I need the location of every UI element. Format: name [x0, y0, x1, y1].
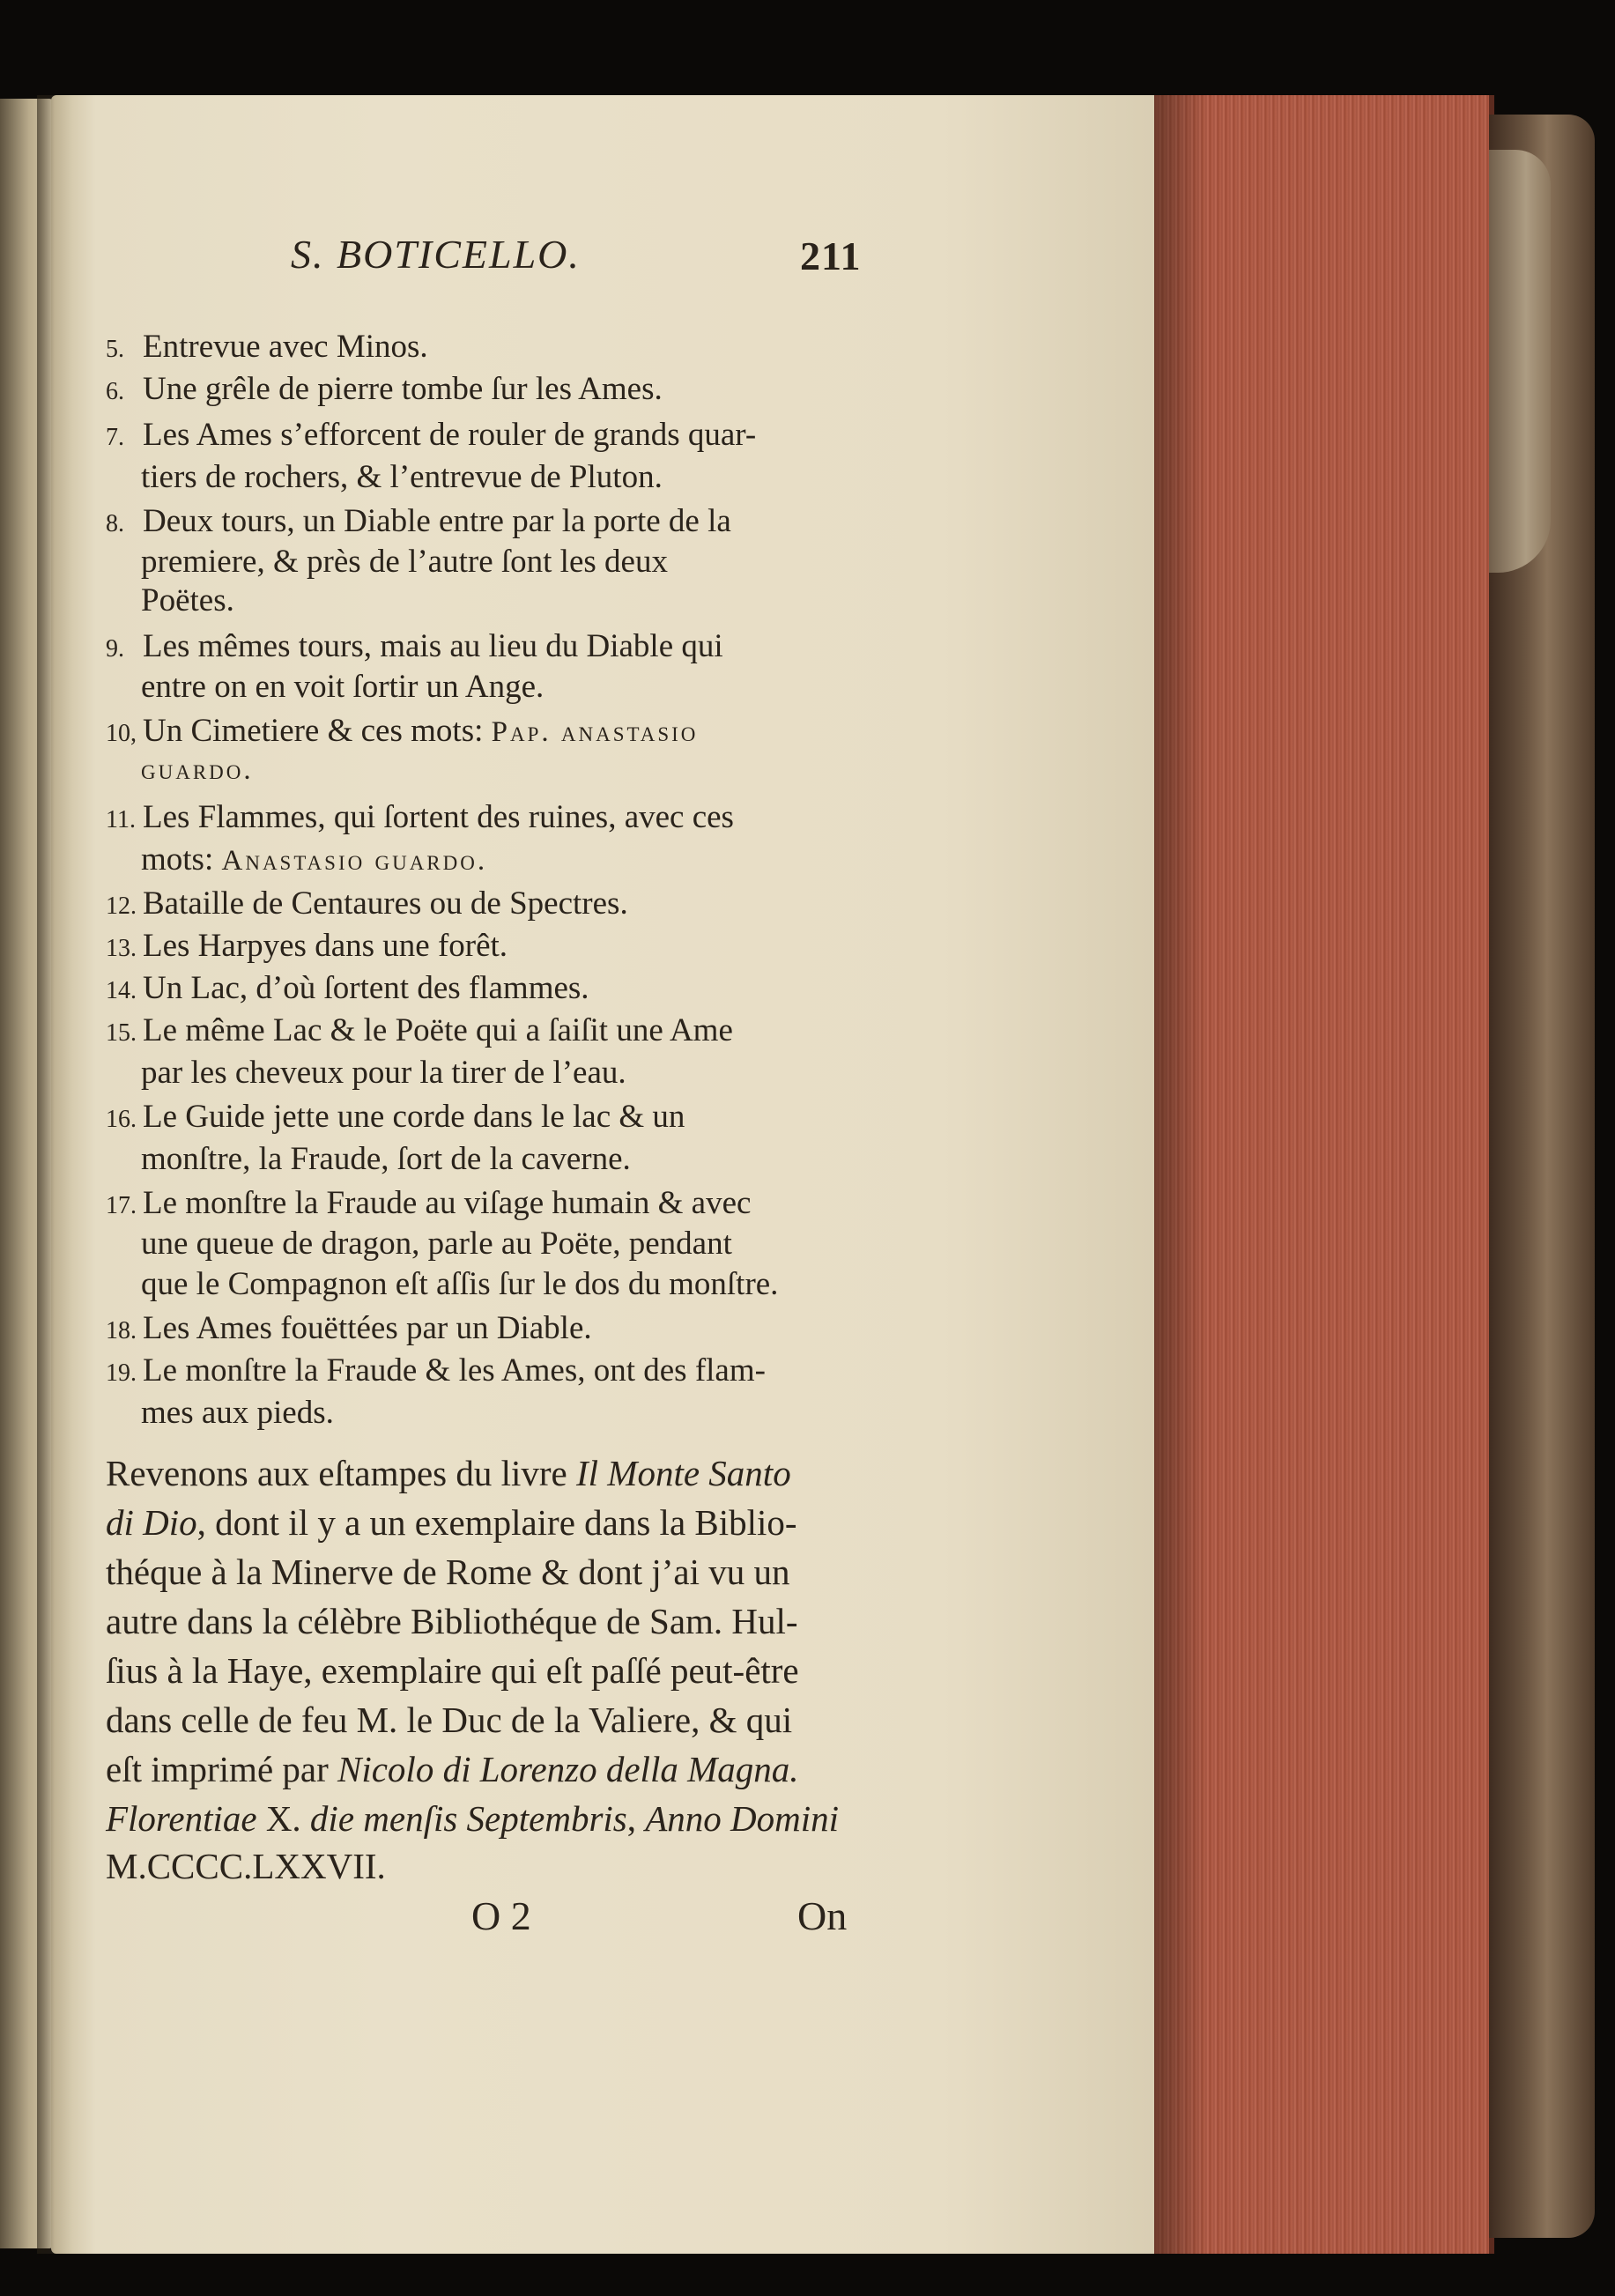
item-number: 13.	[106, 935, 137, 962]
item-continuation: mes aux pieds.	[141, 1395, 334, 1431]
item-text: Bataille de Centaures ou de Spectres.	[143, 885, 628, 922]
paragraph-line	[106, 1748, 799, 1790]
list-item	[106, 712, 698, 750]
item-continuation	[141, 841, 487, 878]
item-text: Une grêle de pierre tombe ſur les Ames.	[143, 371, 663, 407]
list-item	[106, 969, 589, 1007]
list-item	[106, 370, 663, 408]
gutter-shadow	[37, 95, 72, 2254]
item-text: Les Ames fouëttées par un Diable.	[143, 1310, 592, 1346]
item-text: Le Guide jette une corde dans le lac & un	[143, 1099, 685, 1135]
list-item	[106, 416, 756, 454]
signature-mark: O 2	[471, 1893, 531, 1938]
small-caps-text: Pap. anastasio	[491, 716, 699, 748]
item-text: Les Harpyes dans une forêt.	[143, 928, 508, 964]
list-item	[106, 1098, 685, 1136]
item-text: Un Cimetiere & ces mots:	[143, 713, 492, 749]
item-text: Le même Lac & le Poëte qui a ſaiſit une Ame	[143, 1012, 733, 1048]
paragraph-text: eſt imprimé par	[106, 1749, 337, 1789]
printer-name: Nicolo di Lorenzo della Magna.	[337, 1749, 799, 1789]
list-item	[106, 1352, 766, 1389]
book-title: di Dio	[106, 1502, 197, 1543]
item-number: 14.	[106, 977, 137, 1004]
paragraph-text: Revenons aux eſtampes du livre	[106, 1453, 577, 1493]
item-number: 6.	[106, 378, 124, 405]
item-continuation: une queue de dragon, parle au Poëte, pendant	[141, 1226, 732, 1262]
item-number: 16.	[106, 1106, 137, 1133]
item-continuation: tiers de rochers, & l’entrevue de Pluton.	[141, 459, 663, 495]
paragraph-line	[106, 1797, 839, 1840]
item-number: 11.	[106, 806, 136, 833]
paragraph-line: théque à la Minerve de Rome & dont j’ai vu un	[106, 1552, 790, 1592]
page-number: 211	[800, 233, 862, 278]
item-number: 10,	[106, 720, 137, 747]
item-continuation: entre on en voit ſortir un Ange.	[141, 669, 545, 705]
item-number: 15.	[106, 1019, 137, 1047]
paragraph-text: ,	[626, 1798, 646, 1839]
paragraph-text: , dont il y a un exemplaire dans la Biblio-	[196, 1502, 797, 1543]
list-item	[106, 502, 731, 540]
item-number: 5.	[106, 336, 124, 363]
item-continuation: par les cheveux pour la tirer de l’eau.	[141, 1055, 626, 1091]
running-header: S. BOTICELLO.	[291, 232, 581, 277]
paragraph-text: X.	[256, 1798, 310, 1839]
item-text: Un Lac, d’où ſortent des flammes.	[143, 970, 589, 1006]
list-item	[106, 927, 507, 965]
item-text: Le monſtre la Fraude & les Ames, ont des flam-	[143, 1352, 766, 1389]
item-number: 18.	[106, 1317, 137, 1344]
list-item	[106, 328, 428, 366]
item-number: 7.	[106, 424, 124, 451]
item-number: 9.	[106, 635, 124, 663]
item-number: 12.	[106, 892, 137, 920]
imprint-text: die menſis Septembris	[309, 1798, 627, 1839]
list-item	[106, 798, 734, 836]
item-text: Le monſtre la Fraude au viſage humain & avec	[143, 1185, 752, 1221]
item-number: 17.	[106, 1192, 137, 1219]
item-text: mots:	[141, 841, 222, 878]
item-number: 8.	[106, 510, 124, 537]
item-continuation: que le Compagnon eſt aſſis ſur le dos du monſtre.	[141, 1266, 779, 1302]
catchword: On	[797, 1893, 848, 1938]
item-continuation: monſtre, la Fraude, ſort de la caverne.	[141, 1141, 631, 1177]
paragraph-line: dans celle de feu M. le Duc de la Valiere, & qui	[106, 1700, 793, 1740]
book-title: Il Monte Santo	[576, 1453, 791, 1493]
imprint-text: Florentiae	[106, 1798, 257, 1839]
item-continuation: Poëtes.	[141, 582, 234, 618]
paragraph-line	[106, 1501, 797, 1544]
list-item	[106, 627, 723, 665]
item-continuation: premiere, & près de l’autre ſont les deux	[141, 544, 668, 580]
item-text: Les Flammes, qui ſortent des ruines, avec ces	[143, 799, 734, 835]
item-text: Les mêmes tours, mais au lieu du Diable qui	[143, 628, 723, 664]
paragraph-line	[106, 1452, 791, 1494]
page-block-shadow	[1154, 95, 1207, 2254]
item-continuation: guardo.	[141, 754, 254, 786]
paragraph-line: autre dans la célèbre Bibliothéque de Sam. Hul-	[106, 1601, 798, 1641]
list-item	[106, 885, 628, 922]
item-number: 19.	[106, 1359, 137, 1387]
paragraph-line: ſius à la Haye, exemplaire qui eſt paſſé peut-être	[106, 1650, 799, 1691]
small-caps-text: Anastasio guardo.	[221, 845, 488, 877]
item-text: Deux tours, un Diable entre par la porte de la	[143, 503, 731, 539]
item-text: Les Ames s’efforcent de rouler de grands quar-	[143, 417, 757, 453]
imprint-text: Anno Domini	[645, 1798, 840, 1839]
cover-fold	[1489, 150, 1551, 573]
paragraph-line: M.CCCC.LXXVII.	[106, 1846, 386, 1886]
list-item	[106, 1184, 751, 1222]
list-item	[106, 1309, 592, 1347]
item-text: Entrevue avec Minos.	[143, 329, 428, 365]
list-item	[106, 1011, 733, 1049]
